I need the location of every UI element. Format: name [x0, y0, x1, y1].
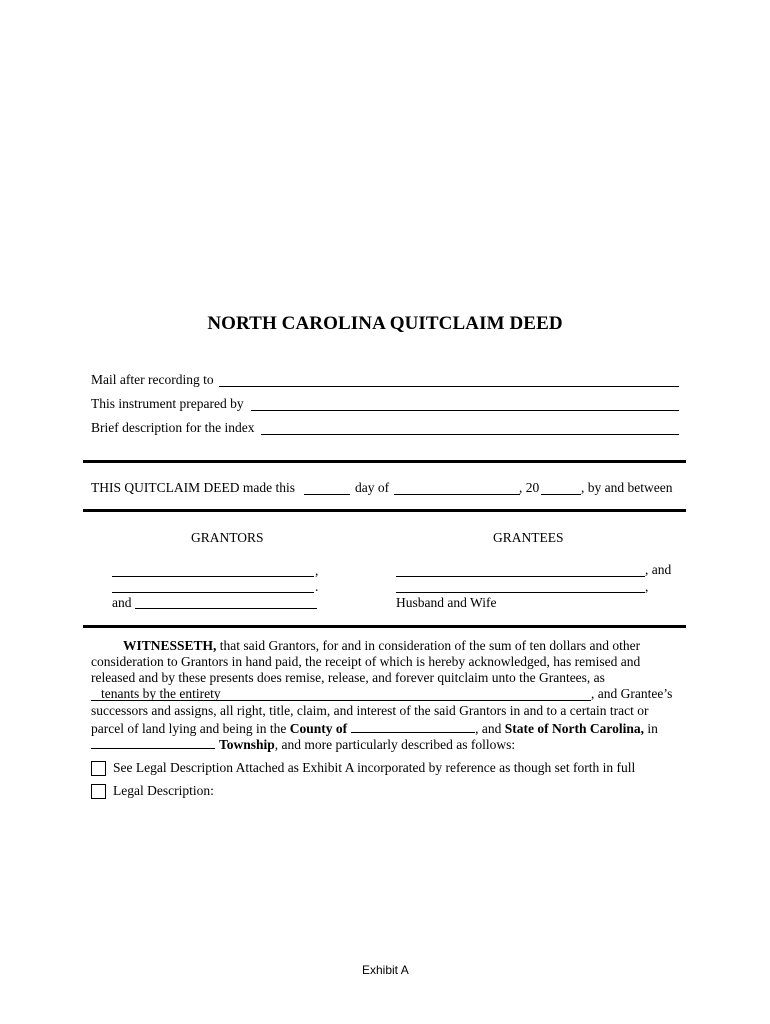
- witnesseth-line-1-text: that said Grantors, for and in consideration of the sum of ten dollars and other: [216, 638, 641, 653]
- township-label: Township: [219, 737, 275, 752]
- exhibit-a-checkbox[interactable]: [91, 761, 106, 776]
- grantee-1-and: , and: [645, 562, 672, 577]
- grantee-2-field[interactable]: [396, 592, 645, 593]
- exhibit-a-option-label: See Legal Description Attached as Exhibit A incorporated by reference as though set forth in full: [113, 760, 636, 775]
- deed-line-suffix: , by and between: [581, 480, 673, 495]
- mail-after-field[interactable]: [219, 386, 679, 387]
- prepared-by-label: This instrument prepared by: [91, 396, 244, 411]
- witnesseth-line-7: [91, 735, 515, 753]
- grantee-1-field[interactable]: [396, 576, 645, 577]
- grantee-2-comma: ,: [645, 579, 649, 594]
- grantor-1-field[interactable]: [112, 576, 314, 577]
- witnesseth-line-5: successors and assigns, all right, title, claim, and interest of the said Grantors in and to a certain tract or: [91, 703, 649, 718]
- grantor-3-field[interactable]: [135, 608, 317, 609]
- grantees-heading: GRANTEES: [493, 530, 564, 545]
- grantor-1-comma: ,: [315, 563, 319, 578]
- tenancy-value: tenants by the entirety: [101, 686, 221, 701]
- grantor-2-period: .: [315, 579, 319, 594]
- husband-and-wife-label: Husband and Wife: [396, 595, 497, 610]
- section-divider: [83, 509, 686, 512]
- deed-line-prefix: THIS QUITCLAIM DEED made this: [91, 480, 295, 495]
- grantor-2-field[interactable]: [112, 592, 314, 593]
- section-divider: [83, 625, 686, 628]
- legal-description-label: Legal Description:: [113, 783, 214, 798]
- witnesseth-line-1: [123, 638, 640, 654]
- grantors-heading: GRANTORS: [191, 530, 264, 545]
- witnesseth-lead: WITNESSETH,: [123, 638, 217, 653]
- grantees-successors-text: , and Grantee’s: [591, 686, 673, 701]
- deed-line-year-prefix: , 20: [519, 480, 540, 495]
- witnesseth-line-2: consideration to Grantors in hand paid, the receipt of which is hereby acknowledged, has remised and: [91, 654, 641, 669]
- county-of-label: County of: [289, 721, 348, 736]
- county-field[interactable]: [351, 719, 475, 733]
- grantor-and-label: and: [112, 595, 132, 610]
- footer-exhibit-label: Exhibit A: [362, 963, 409, 977]
- deed-day-field[interactable]: [304, 494, 350, 495]
- township-field[interactable]: [91, 735, 215, 749]
- brief-description-label: Brief description for the index: [91, 420, 255, 435]
- deed-month-field[interactable]: [394, 494, 520, 495]
- state-label: State of North Carolina,: [504, 721, 644, 736]
- section-divider: [83, 460, 686, 463]
- mail-after-label: Mail after recording to: [91, 372, 214, 387]
- deed-year-field[interactable]: [541, 494, 581, 495]
- line-6-text-a: parcel of land lying and being in the: [91, 721, 290, 736]
- legal-description-checkbox[interactable]: [91, 784, 106, 799]
- line-6-text-c: in: [643, 721, 658, 736]
- line-7-text: , and more particularly described as follows:: [274, 737, 516, 752]
- witnesseth-line-3: released and by these presents does remise, release, and forever quitclaim unto the Grantees, as: [91, 670, 605, 685]
- brief-description-field[interactable]: [261, 434, 679, 435]
- deed-line-day-of: day of: [355, 480, 390, 495]
- prepared-by-field[interactable]: [251, 410, 679, 411]
- line-6-text-b: , and: [475, 721, 505, 736]
- document-title: NORTH CAROLINA QUITCLAIM DEED: [207, 313, 563, 334]
